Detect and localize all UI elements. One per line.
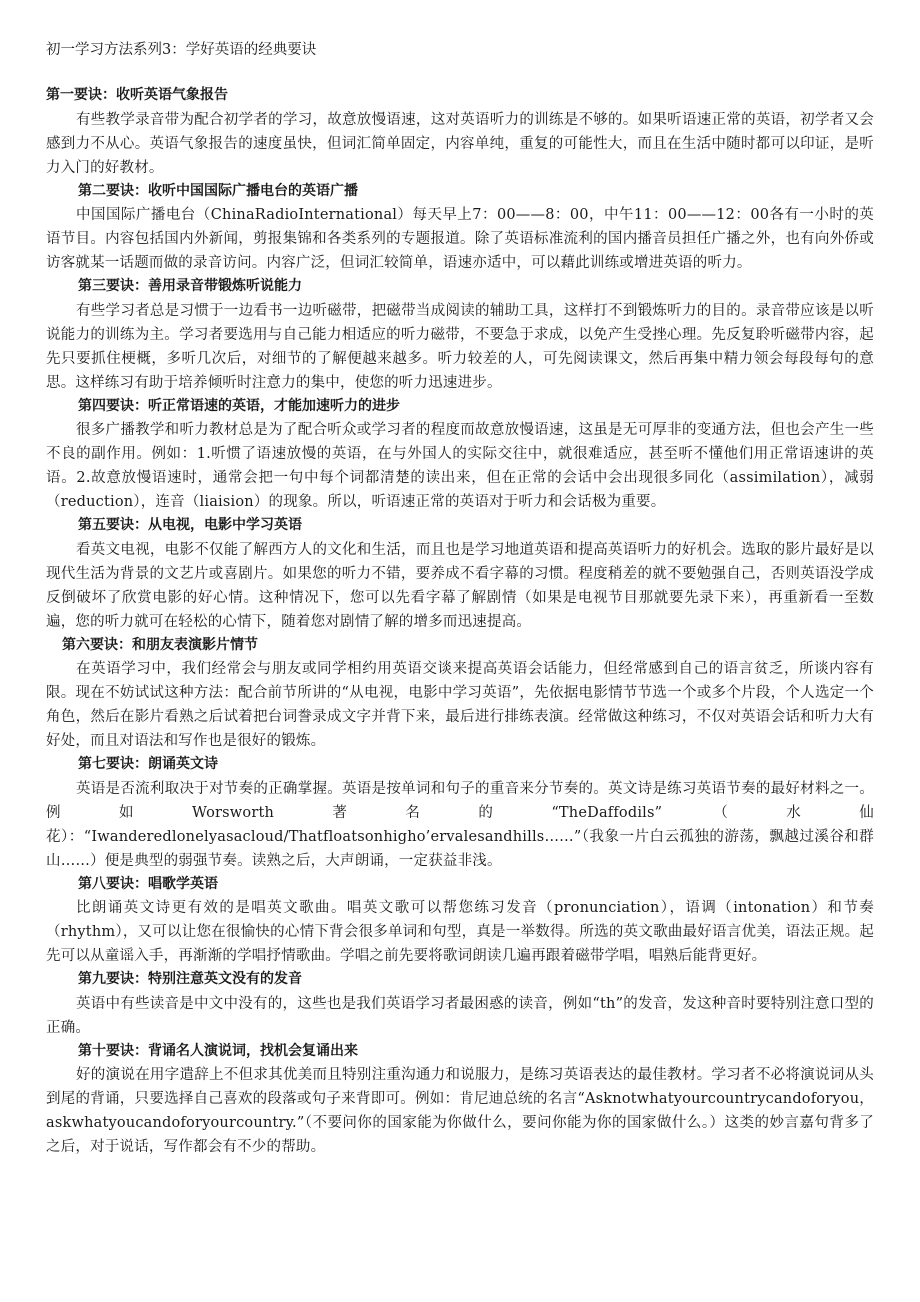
section-body: 很多广播教学和听力教材总是为了配合听众或学习者的程度而故意放慢语速，这虽是无可厚非的变通方法，但也会产生一些不良的副作用。例如：1.听惯了语速放慢的英语，在与外国人的实际交往中，就很难适应，甚至听不懂他们用正常语速讲的英语。2.故意放慢语速时，通常会把一句中每个词都清楚的读出来，但在正常的会话中会出现很多同化（assimilation），减弱（reduction），连音（liaision）的现象。所以，听语速正常的英语对于听力和会话极为重要。 xyxy=(46,422,874,510)
section-heading: 第四要诀：听正常语速的英语，才能加速听力的进步 xyxy=(78,397,400,414)
section-body: 英语中有些读音是中文中没有的，这些也是我们英语学习者最困惑的读音，例如“th”的发音，发这种音时要特别注意口型的正确。 xyxy=(46,995,874,1036)
section-heading: 第二要诀：收听中国国际广播电台的英语广播 xyxy=(78,182,358,199)
section-heading: 第五要诀：从电视，电影中学习英语 xyxy=(78,517,302,533)
document-title: 初一学习方法系列3：学好英语的经典要诀 xyxy=(46,42,317,58)
section-heading: 第七要诀：朗诵英文诗 xyxy=(78,756,218,772)
section-body: 比朗诵英文诗更有效的是唱英文歌曲。唱英文歌可以帮您练习发音（pronunciation），语调（intonation）和节奏（rhythm），又可以让您在很愉快的心情下背会很多单词和句型，真是一举数得。所选的英文歌曲最好语言优美，语法正规。起先可以从童谣入手，再渐渐的学唱抒情歌曲。学唱之前先要将歌词朗读几遍再跟着磁带学唱，唱熟后能背更好。 xyxy=(46,900,874,964)
section-body: 有些学习者总是习惯于一边看书一边听磁带，把磁带当成阅读的辅助工具，这样打不到锻炼听力的目的。录音带应该是以听说能力的训练为主。学习者要选用与自己能力相适应的听力磁带，不要急于求成，以免产生受挫心理。先反复聆听磁带内容，起先只要抓住梗概，多听几次后，对细节的了解便越来越多。听力较差的人，可先阅读课文，然后再集中精力领会每段每句的意思。这样练习有助于培养倾听时注意力的集中，使您的听力迅速进步。 xyxy=(46,302,874,391)
section-heading: 第十要诀：背诵名人演说词，找机会复诵出来 xyxy=(78,1042,358,1059)
section-body: 英语是否流利取决于对节奏的正确掌握。英语是按单词和句子的重音来分节奏的。英文诗是练习英语节奏的最好材料之一。例如Worsworth著名的“TheDaffodils”（水仙花）：“Iwanderedlonelyasacloud/Thatfloatsonhigho’ervalesandhills……”（我象一片白云孤独的游荡，飘越过溪谷和群山……）便是典型的弱强节奏。读熟之后，大声朗诵，一定获益非浅。 xyxy=(46,780,874,869)
section-body: 好的演说在用字遣辞上不但求其优美而且特别注重沟通力和说服力，是练习英语表达的最佳教材。学习者不必将演说词从头到尾的背诵，只要选择自己喜欢的段落或句子来背即可。例如：肯尼迪总统的名言“Asknotwhatyourcountrycandoforyou，askwhatyoucandoforyourcountry.”（不要问你的国家能为你做什么，要问你能为你的国家做什么。）这类的妙言嘉句背多了之后，对于说话，写作都会有不少的帮助。 xyxy=(46,1067,874,1155)
section-body: 在英语学习中，我们经常会与朋友或同学相约用英语交谈来提高英语会话能力，但经常感到自己的语言贫乏，所谈内容有限。现在不妨试试这种方法：配合前节所讲的“从电视，电影中学习英语”，先依据电影情节节选一个或多个片段，个人选定一个角色，然后在影片看熟之后试着把台词誊录成文字并背下来，最后进行排练表演。经常做这种练习，不仅对英语会话和听力大有好处，而且对语法和写作也是很好的锻炼。 xyxy=(46,661,874,749)
section-heading: 第八要诀：唱歌学英语 xyxy=(78,875,218,892)
section-heading: 第六要诀：和朋友表演影片情节 xyxy=(62,636,258,653)
section-heading: 第一要诀：收听英语气象报告 xyxy=(46,87,228,103)
section-body: 看英文电视，电影不仅能了解西方人的文化和生活，而且也是学习地道英语和提高英语听力的好机会。选取的影片最好是以现代生活为背景的文艺片或喜剧片。如果您的听力不错，要养成不看字幕的习惯。程度稍差的就不要勉强自己，否则英语没学成反倒破坏了欣赏电影的好心情。这种情况下，您可以先看字幕了解剧情（如果是电视节目那就要先录下来），再重新看一至数遍，您的听力就可在轻松的心情下，随着您对剧情了解的增多而迅速提高。 xyxy=(46,541,874,630)
section-body: 有些教学录音带为配合初学者的学习，故意放慢语速，这对英语听力的训练是不够的。如果听语速正常的英语，初学者又会感到力不从心。英语气象报告的速度虽快，但词汇简单固定，内容单纯，重复的可能性大，而且在生活中随时都可以印证，是听力入门的好教材。 xyxy=(46,111,874,176)
section-heading: 第三要诀：善用录音带锻炼听说能力 xyxy=(78,278,302,294)
section-heading: 第九要诀：特别注意英文没有的发音 xyxy=(78,971,302,987)
section-body: 中国国际广播电台（ChinaRadioInternational）每天早上7：00——8：00，中午11：00——12：00各有一小时的英语节目。内容包括国内外新闻，剪报集锦和各类系列的专题报道。除了英语标准流利的国内播音员担任广播之外，也有向外侨或访客就某一话题而做的录音访问。内容广泛，但词汇较简单，语速亦适中，可以藉此训练或增进英语的听力。 xyxy=(46,207,874,271)
